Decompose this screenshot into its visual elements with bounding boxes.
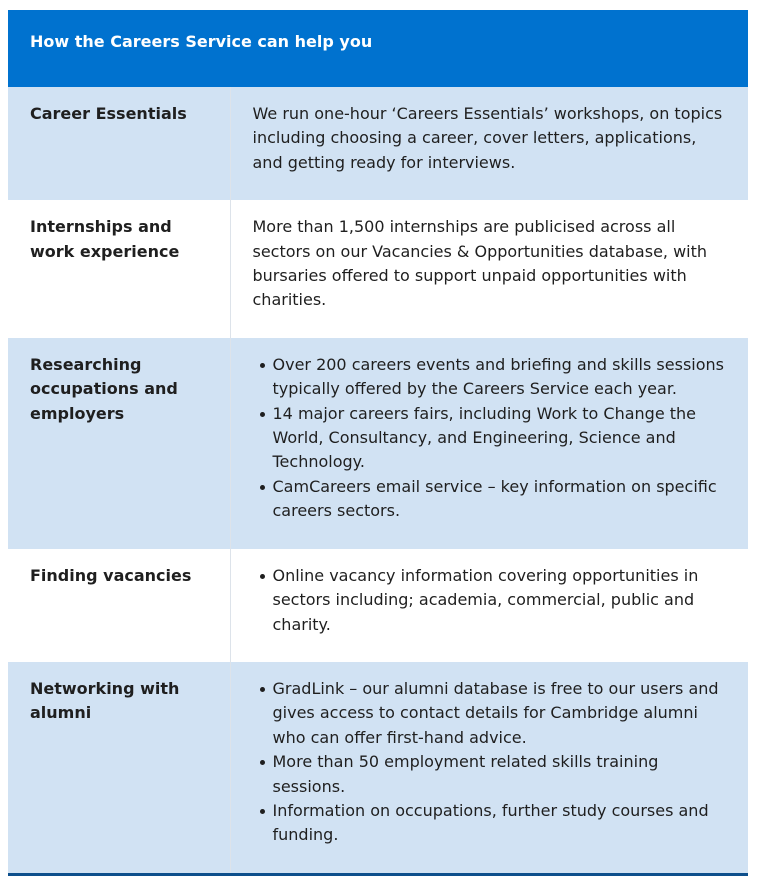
row-networking-alumni [8, 662, 748, 874]
careers-table-container [8, 10, 748, 876]
row-label: Networking with alumni [8, 662, 230, 874]
row-description: We run one-hour ‘Careers Essentials’ workshops, on topics including choosing a career, cover letters, applications, and getting ready for interviews. [230, 87, 748, 200]
list-item: Over 200 careers events and briefing and skills sessions typically offered by the Careers Service each year. [273, 353, 727, 402]
table-header-row [8, 10, 748, 87]
list-item: More than 50 employment related skills training sessions. [273, 750, 727, 799]
row-description [230, 549, 748, 662]
bullet-list [253, 677, 727, 848]
list-item: Online vacancy information covering opportunities in sectors including; academia, commercial, public and charity. [273, 564, 727, 637]
row-label: Internships and work experience [8, 200, 230, 338]
bullet-list [253, 564, 727, 637]
row-label: Finding vacancies [8, 549, 230, 662]
row-label: Career Essentials [8, 87, 230, 200]
row-career-essentials [8, 87, 748, 200]
row-description [230, 338, 748, 549]
row-label: Researching occupations and employers [8, 338, 230, 549]
list-item: CamCareers email service – key information on specific careers sectors. [273, 475, 727, 524]
table-heading: How the Careers Service can help you [8, 10, 748, 87]
list-item: GradLink – our alumni database is free to our users and gives access to contact details for Cambridge alumni who can offer first-hand advice. [273, 677, 727, 750]
row-description [230, 662, 748, 874]
list-item: 14 major careers fairs, including Work to Change the World, Consultancy, and Engineering, Science and Technology. [273, 402, 727, 475]
careers-services-table [8, 10, 748, 876]
row-finding-vacancies [8, 549, 748, 662]
list-item: Information on occupations, further study courses and funding. [273, 799, 727, 848]
bullet-list [253, 353, 727, 524]
row-description: More than 1,500 internships are publicised across all sectors on our Vacancies & Opportunities database, with bursaries offered to support unpaid opportunities with charities. [230, 200, 748, 338]
row-researching-occupations [8, 338, 748, 549]
row-internships [8, 200, 748, 338]
